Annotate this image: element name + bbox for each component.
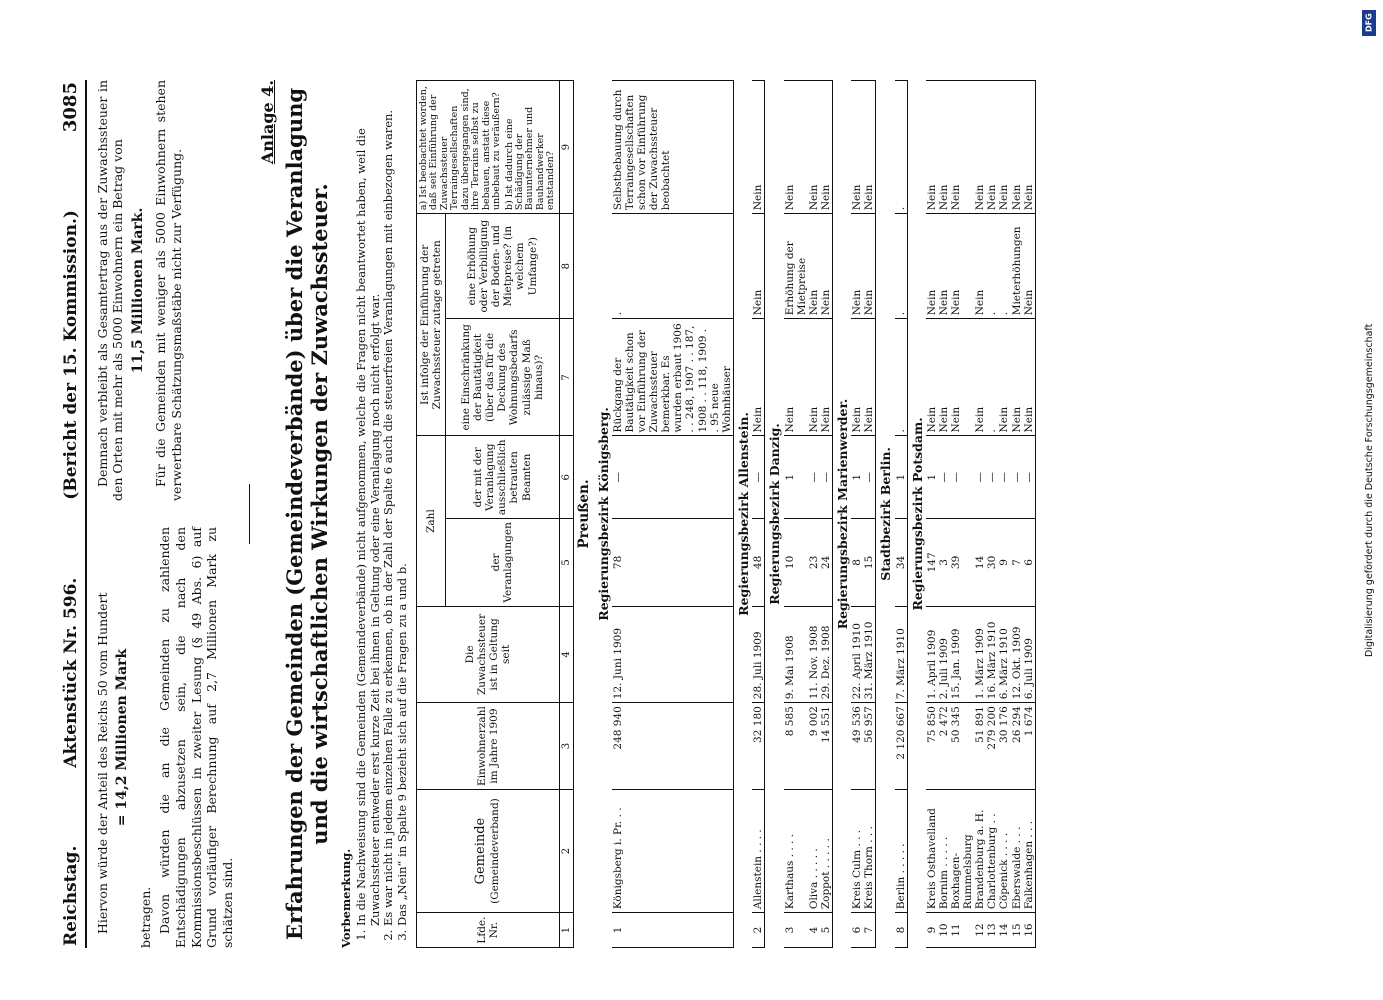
column-number: 9 xyxy=(559,81,574,214)
in-force-since: 12. Juni 1909 xyxy=(612,606,733,703)
col-header-observations xyxy=(417,81,560,214)
population: 2 472 xyxy=(938,703,950,790)
intro-left-column xyxy=(95,527,240,948)
price-change: . xyxy=(986,214,998,319)
col-header-nr: Lfde. Nr. xyxy=(417,913,560,948)
table-row xyxy=(926,81,938,948)
row-number: 8 xyxy=(895,913,908,948)
assessment-count: 3 xyxy=(938,519,950,606)
in-force-since: 2. Juli 1909 xyxy=(938,606,950,703)
observations: Nein xyxy=(808,81,820,214)
row-number: 3 xyxy=(784,913,808,948)
population: 50 345 xyxy=(950,703,974,790)
district-heading: Regierungsbezirk Königsberg. xyxy=(595,407,611,621)
price-change: Nein xyxy=(950,214,974,319)
price-change: Nein xyxy=(974,214,986,319)
separator-rule xyxy=(249,484,250,544)
district-heading: Regierungsbezirk Potsdam. xyxy=(909,417,925,611)
building-restriction: Nein xyxy=(998,319,1010,436)
population: 2 120 667 xyxy=(895,703,908,790)
intro-p2: Davon würden die an die Gemeinden zu zahlenden Entschädigungen abzusetzen sein, die nach den Kommissionsbeschlüssen in zweiter Lesung (§ 49 Abs. 6) auf Grund vorläufiger Berechnung auf 2,7 Millionen Mark zu schätzen sind. xyxy=(157,527,235,948)
col-header-count-group: Zahl xyxy=(417,436,446,606)
intro-p1-end: betragen. xyxy=(137,886,153,948)
assessment-count: 10 xyxy=(784,519,808,606)
observations: Nein xyxy=(1011,81,1023,214)
official-count: 1 xyxy=(895,436,908,519)
population: 8 585 xyxy=(784,703,808,790)
state-heading-row xyxy=(574,81,594,948)
price-change: Nein xyxy=(752,214,765,319)
district-heading-row xyxy=(876,81,895,948)
table-row xyxy=(1011,81,1023,948)
in-force-since: 16. März 1910 xyxy=(986,606,998,703)
observations: Nein xyxy=(784,81,808,214)
row-number: 14 xyxy=(998,913,1010,948)
col-header-population: Einwohnerzahl im Jahre 1909 xyxy=(417,703,560,790)
column-number: 3 xyxy=(559,703,574,790)
building-restriction: Nein xyxy=(784,319,808,436)
district-heading-row xyxy=(594,81,612,948)
intro-p3: Demnach verbleibt als Gesamtertrag aus der Zuwachssteuer in den Orten mit mehr als 5000 Einwohnern ein Betrag von xyxy=(94,80,126,501)
table-body xyxy=(574,81,1035,948)
table-header xyxy=(417,81,574,948)
reich-share-value: = 14,2 Millionen Mark xyxy=(114,648,131,827)
population: 14 551 xyxy=(820,703,833,790)
row-number: 12 xyxy=(974,913,986,948)
assessment-count: 147 xyxy=(926,519,938,606)
building-restriction: Rückgang der Bautätigkeit schon vor Einführung der Zuwachssteuer bemerkbar. Es wurden erbaut 1906 . . 248, 1907 . . 187, 1908 . . 118, 1909 . . 95 neue Wohnhäuser xyxy=(612,319,733,436)
municipality-name: Falkenhagen . . . xyxy=(1023,789,1036,912)
municipality-name: Karthaus . . . . xyxy=(784,789,808,912)
district-heading-row xyxy=(907,81,926,948)
table-row xyxy=(1023,81,1036,948)
district-heading: Regierungsbezirk Allenstein. xyxy=(735,412,751,616)
table-row xyxy=(998,81,1010,948)
building-restriction: Nein xyxy=(1023,319,1036,436)
table-row xyxy=(895,81,908,948)
row-number: 1 xyxy=(612,913,733,948)
remarks-list xyxy=(355,80,410,948)
col-header-price-change: eine Erhöhung oder Verbilligung der Boden- und Mietpreise? (in welchem Umfange?) xyxy=(446,214,560,319)
row-number: 9 xyxy=(926,913,938,948)
row-number: 4 xyxy=(808,913,820,948)
municipality-name: Königsberg i. Pr. . . xyxy=(612,789,733,912)
population: 26 294 xyxy=(1011,703,1023,790)
municipality-name: Allenstein . . . . xyxy=(752,789,765,912)
official-count: — xyxy=(950,436,974,519)
col-header-officials: der mit der Veranlagung ausschließlich betrauten Beamten xyxy=(446,436,560,519)
municipality-name: Eberswalde . . . xyxy=(1011,789,1023,912)
appendix-label: Anlage 4. xyxy=(258,80,278,165)
col-header-assessments: der Veranlagungen xyxy=(446,519,560,606)
municipality-name: Charlottenburg . . xyxy=(986,789,998,912)
assessment-count: 30 xyxy=(986,519,998,606)
assessment-count: 15 xyxy=(863,519,876,606)
dfg-logo: DFG xyxy=(1362,10,1376,36)
in-force-since: 1. März 1909 xyxy=(974,606,986,703)
municipality-name: Kreis Osthavelland xyxy=(926,789,938,912)
building-restriction: Nein xyxy=(938,319,950,436)
table-row xyxy=(974,81,986,948)
district-heading: Regierungsbezirk Marienwerder. xyxy=(834,398,850,630)
remark-item: 3. Das „Nein“ in Spalte 9 bezieht sich auf die Fragen zu a und b. xyxy=(396,80,410,926)
price-change: Nein xyxy=(1023,214,1036,319)
state-heading: Preußen. xyxy=(576,479,593,549)
official-count: — xyxy=(820,436,833,519)
col-header-question-b: b) Ist dadurch eine Schädigung der Bauunternehmer und Bauhandwerker entstanden? xyxy=(503,106,557,211)
table-row xyxy=(986,81,998,948)
official-count: — xyxy=(863,436,876,519)
digitization-credit: Digitalisierung gefördert durch die Deutsche Forschungsgemeinschaft xyxy=(1364,323,1375,657)
table-row xyxy=(950,81,974,948)
rotated-document-page xyxy=(60,80,1330,948)
population: 1 674 xyxy=(1023,703,1036,790)
col-header-municipality-line1: Gemeinde xyxy=(473,817,489,885)
table-row xyxy=(820,81,833,948)
price-change: . xyxy=(612,214,733,319)
official-count: — xyxy=(752,436,765,519)
price-change: . xyxy=(998,214,1010,319)
population: 279 200 xyxy=(986,703,998,790)
total-yield-value: 11,5 Millionen Mark. xyxy=(129,207,146,374)
official-count: — xyxy=(1023,436,1036,519)
population: 30 176 xyxy=(998,703,1010,790)
assessment-count: 9 xyxy=(998,519,1010,606)
price-change: Nein xyxy=(863,214,876,319)
assessment-count: 48 xyxy=(752,519,765,606)
row-number: 10 xyxy=(938,913,950,948)
in-force-since: 6. Juli 1909 xyxy=(1023,606,1036,703)
in-force-since: 29. Dez. 1908 xyxy=(820,606,833,703)
municipality-name: Oliva . . . . . xyxy=(808,789,820,912)
document-title: Erfahrungen der Gemeinden (Gemeindeverbände) über die Veranlagung und die wirtschaftlichen Wirkungen der Zuwachssteuer. xyxy=(281,87,332,941)
remarks-heading: Vorbemerkung. xyxy=(339,848,354,948)
building-restriction: . xyxy=(986,319,998,436)
district-heading: Regierungsbezirk Danzig. xyxy=(767,423,783,605)
in-force-since: 7. März 1910 xyxy=(895,606,908,703)
table-row xyxy=(784,81,808,948)
in-force-since: 28. Juli 1909 xyxy=(752,606,765,703)
municipality-name: Zoppot . . . . . xyxy=(820,789,833,912)
row-number: 2 xyxy=(752,913,765,948)
observations: Nein xyxy=(752,81,765,214)
district-heading-row xyxy=(765,81,784,948)
col-header-building-restriction: eine Einschränkung der Bautätigkeit (über das für die Deckung des Wohnungsbedarfs zulässige Maß hinaus)? xyxy=(446,319,560,436)
population: 51 891 xyxy=(974,703,986,790)
assessment-count: 23 xyxy=(808,519,820,606)
municipality-name: Berlin . . . . . xyxy=(895,789,908,912)
building-restriction: . xyxy=(895,319,908,436)
header-center: Aktenstück Nr. 596. xyxy=(61,577,81,768)
intro-p4: Für die Gemeinden mit weniger als 5000 Einwohnern stehen verwertbare Schätzungsmaßstäbe nicht zur Verfügung. xyxy=(153,80,184,501)
column-number: 5 xyxy=(559,519,574,606)
observations: Nein xyxy=(938,81,950,214)
col-header-municipality xyxy=(417,789,560,912)
price-change: Nein xyxy=(820,214,833,319)
official-count: — xyxy=(1011,436,1023,519)
price-change: Nein xyxy=(808,214,820,319)
municipality-name: Boxhagen-Rummelsburg xyxy=(950,789,974,912)
observations: . xyxy=(895,81,908,214)
official-count: — xyxy=(938,436,950,519)
remark-item: 1. In die Nachweisung sind die Gemeinden (Gemeindeverbände) nicht aufgenommen, welche die Fragen nicht beantwortet haben, weil die Zuwachssteuer entweder erst kurze Zeit bei ihnen in Geltung oder eine Veranlagung noch nicht erfolgt war. xyxy=(355,80,383,926)
row-number: 11 xyxy=(950,913,974,948)
population: 32 180 xyxy=(752,703,765,790)
price-change: Erhöhung der Mietpreise xyxy=(784,214,808,319)
official-count: — xyxy=(808,436,820,519)
district-heading: Stadtbezirk Berlin. xyxy=(878,447,894,581)
observations: Nein xyxy=(998,81,1010,214)
observations: Nein xyxy=(851,81,863,214)
official-count: — xyxy=(974,436,986,519)
table-row xyxy=(938,81,950,948)
population: 248 940 xyxy=(612,703,733,790)
observations: Nein xyxy=(863,81,876,214)
assessment-count: 14 xyxy=(974,519,986,606)
assessment-count: 39 xyxy=(950,519,974,606)
column-number: 2 xyxy=(559,789,574,912)
official-count: 1 xyxy=(926,436,938,519)
price-change: Nein xyxy=(926,214,938,319)
official-count: — xyxy=(612,436,733,519)
observations: Nein xyxy=(950,81,974,214)
in-force-since: 11. Nov. 1908 xyxy=(808,606,820,703)
in-force-since: 12. Okt. 1909 xyxy=(1011,606,1023,703)
official-count: — xyxy=(998,436,1010,519)
assessment-count: 7 xyxy=(1011,519,1023,606)
column-number: 6 xyxy=(559,436,574,519)
row-number: 15 xyxy=(1011,913,1023,948)
page-number: 3085 xyxy=(60,82,81,133)
building-restriction: Nein xyxy=(950,319,974,436)
table-row xyxy=(851,81,863,948)
row-number: 16 xyxy=(1023,913,1036,948)
experience-table xyxy=(416,80,1036,948)
building-restriction: Nein xyxy=(851,319,863,436)
remark-item: 2. Es war nicht in jedem einzelnen Falle zu erkennen, ob in der Zahl der Spalte 6 auch die steuerfreien Veranlagungen mit einbezogen waren. xyxy=(382,80,396,926)
col-header-question-a: a) Ist beobachtet worden, daß seit Einführung der Zuwachssteuer Terraingesellschaften dazu übergegangen sind, ihre Terrains selbst zu bebauen, anstatt diese unbebaut zu veräußern? xyxy=(418,86,503,211)
observations: Nein xyxy=(974,81,986,214)
in-force-since: 6. März 1910 xyxy=(998,606,1010,703)
building-restriction: Nein xyxy=(863,319,876,436)
population: 49 536 xyxy=(851,703,863,790)
building-restriction: Nein xyxy=(926,319,938,436)
row-number: 5 xyxy=(820,913,833,948)
building-restriction: Nein xyxy=(820,319,833,436)
table-row xyxy=(612,81,733,948)
price-change: Nein xyxy=(851,214,863,319)
preliminary-remarks xyxy=(340,80,410,948)
running-header xyxy=(60,80,87,948)
building-restriction: Nein xyxy=(1011,319,1023,436)
intro-right-column xyxy=(95,80,240,501)
table-row xyxy=(808,81,820,948)
row-number: 13 xyxy=(986,913,998,948)
district-heading-row xyxy=(733,81,752,948)
price-change: . xyxy=(895,214,908,319)
observations: Nein xyxy=(986,81,998,214)
column-number: 7 xyxy=(559,319,574,436)
column-number-row xyxy=(559,81,574,948)
price-change: Nein xyxy=(938,214,950,319)
column-number: 4 xyxy=(559,606,574,703)
assessment-count: 24 xyxy=(820,519,833,606)
in-force-since: 9. Mai 1908 xyxy=(784,606,808,703)
price-change: Mieterhöhungen xyxy=(1011,214,1023,319)
observations: Nein xyxy=(1023,81,1036,214)
municipality-name: Cöpenick . . . . xyxy=(998,789,1010,912)
in-force-since: 15. Jan. 1909 xyxy=(950,606,974,703)
col-header-effects-group: Ist infolge der Einführung der Zuwachssteuer zutage getreten xyxy=(417,214,446,436)
population: 56 957 xyxy=(863,703,876,790)
municipality-name: Brandenburg a. H. xyxy=(974,789,986,912)
assessment-count: 6 xyxy=(1023,519,1036,606)
header-note: (Bericht der 15. Kommission.) xyxy=(61,210,81,500)
building-restriction: Nein xyxy=(752,319,765,436)
row-number: 6 xyxy=(851,913,863,948)
intro-p1: Hiervon würde der Anteil des Reichs 50 vom Hundert xyxy=(94,592,110,934)
observations: Nein xyxy=(926,81,938,214)
assessment-count: 78 xyxy=(612,519,733,606)
column-number: 8 xyxy=(559,214,574,319)
district-heading-row xyxy=(832,81,851,948)
intro-text xyxy=(95,80,240,948)
municipality-name: Bornim . . . . . xyxy=(938,789,950,912)
column-number: 1 xyxy=(559,913,574,948)
header-left: Reichstag. xyxy=(61,845,81,946)
observations: Nein xyxy=(820,81,833,214)
table-row xyxy=(752,81,765,948)
col-header-in-force-since: Die Zuwachssteuer ist in Geltung seit xyxy=(417,606,560,703)
table-row xyxy=(863,81,876,948)
assessment-count: 34 xyxy=(895,519,908,606)
municipality-name: Kreis Thorn . . . xyxy=(863,789,876,912)
building-restriction: Nein xyxy=(974,319,986,436)
col-header-municipality-line2: (Gemeindeverband) xyxy=(489,798,502,904)
official-count: 1 xyxy=(784,436,808,519)
in-force-since: 22. April 1910 xyxy=(851,606,863,703)
in-force-since: 1. April 1909 xyxy=(926,606,938,703)
assessment-count: 8 xyxy=(851,519,863,606)
population: 9 002 xyxy=(808,703,820,790)
row-number: 7 xyxy=(863,913,876,948)
building-restriction: Nein xyxy=(808,319,820,436)
official-count: 1 xyxy=(851,436,863,519)
observations: Selbstbebauung durch Terraingesellschaften schon vor Einführung der Zuwachssteuer beobachtet xyxy=(612,81,733,214)
municipality-name: Kreis Culm . . . xyxy=(851,789,863,912)
population: 75 850 xyxy=(926,703,938,790)
official-count: — xyxy=(986,436,998,519)
in-force-since: 31. März 1910 xyxy=(863,606,876,703)
